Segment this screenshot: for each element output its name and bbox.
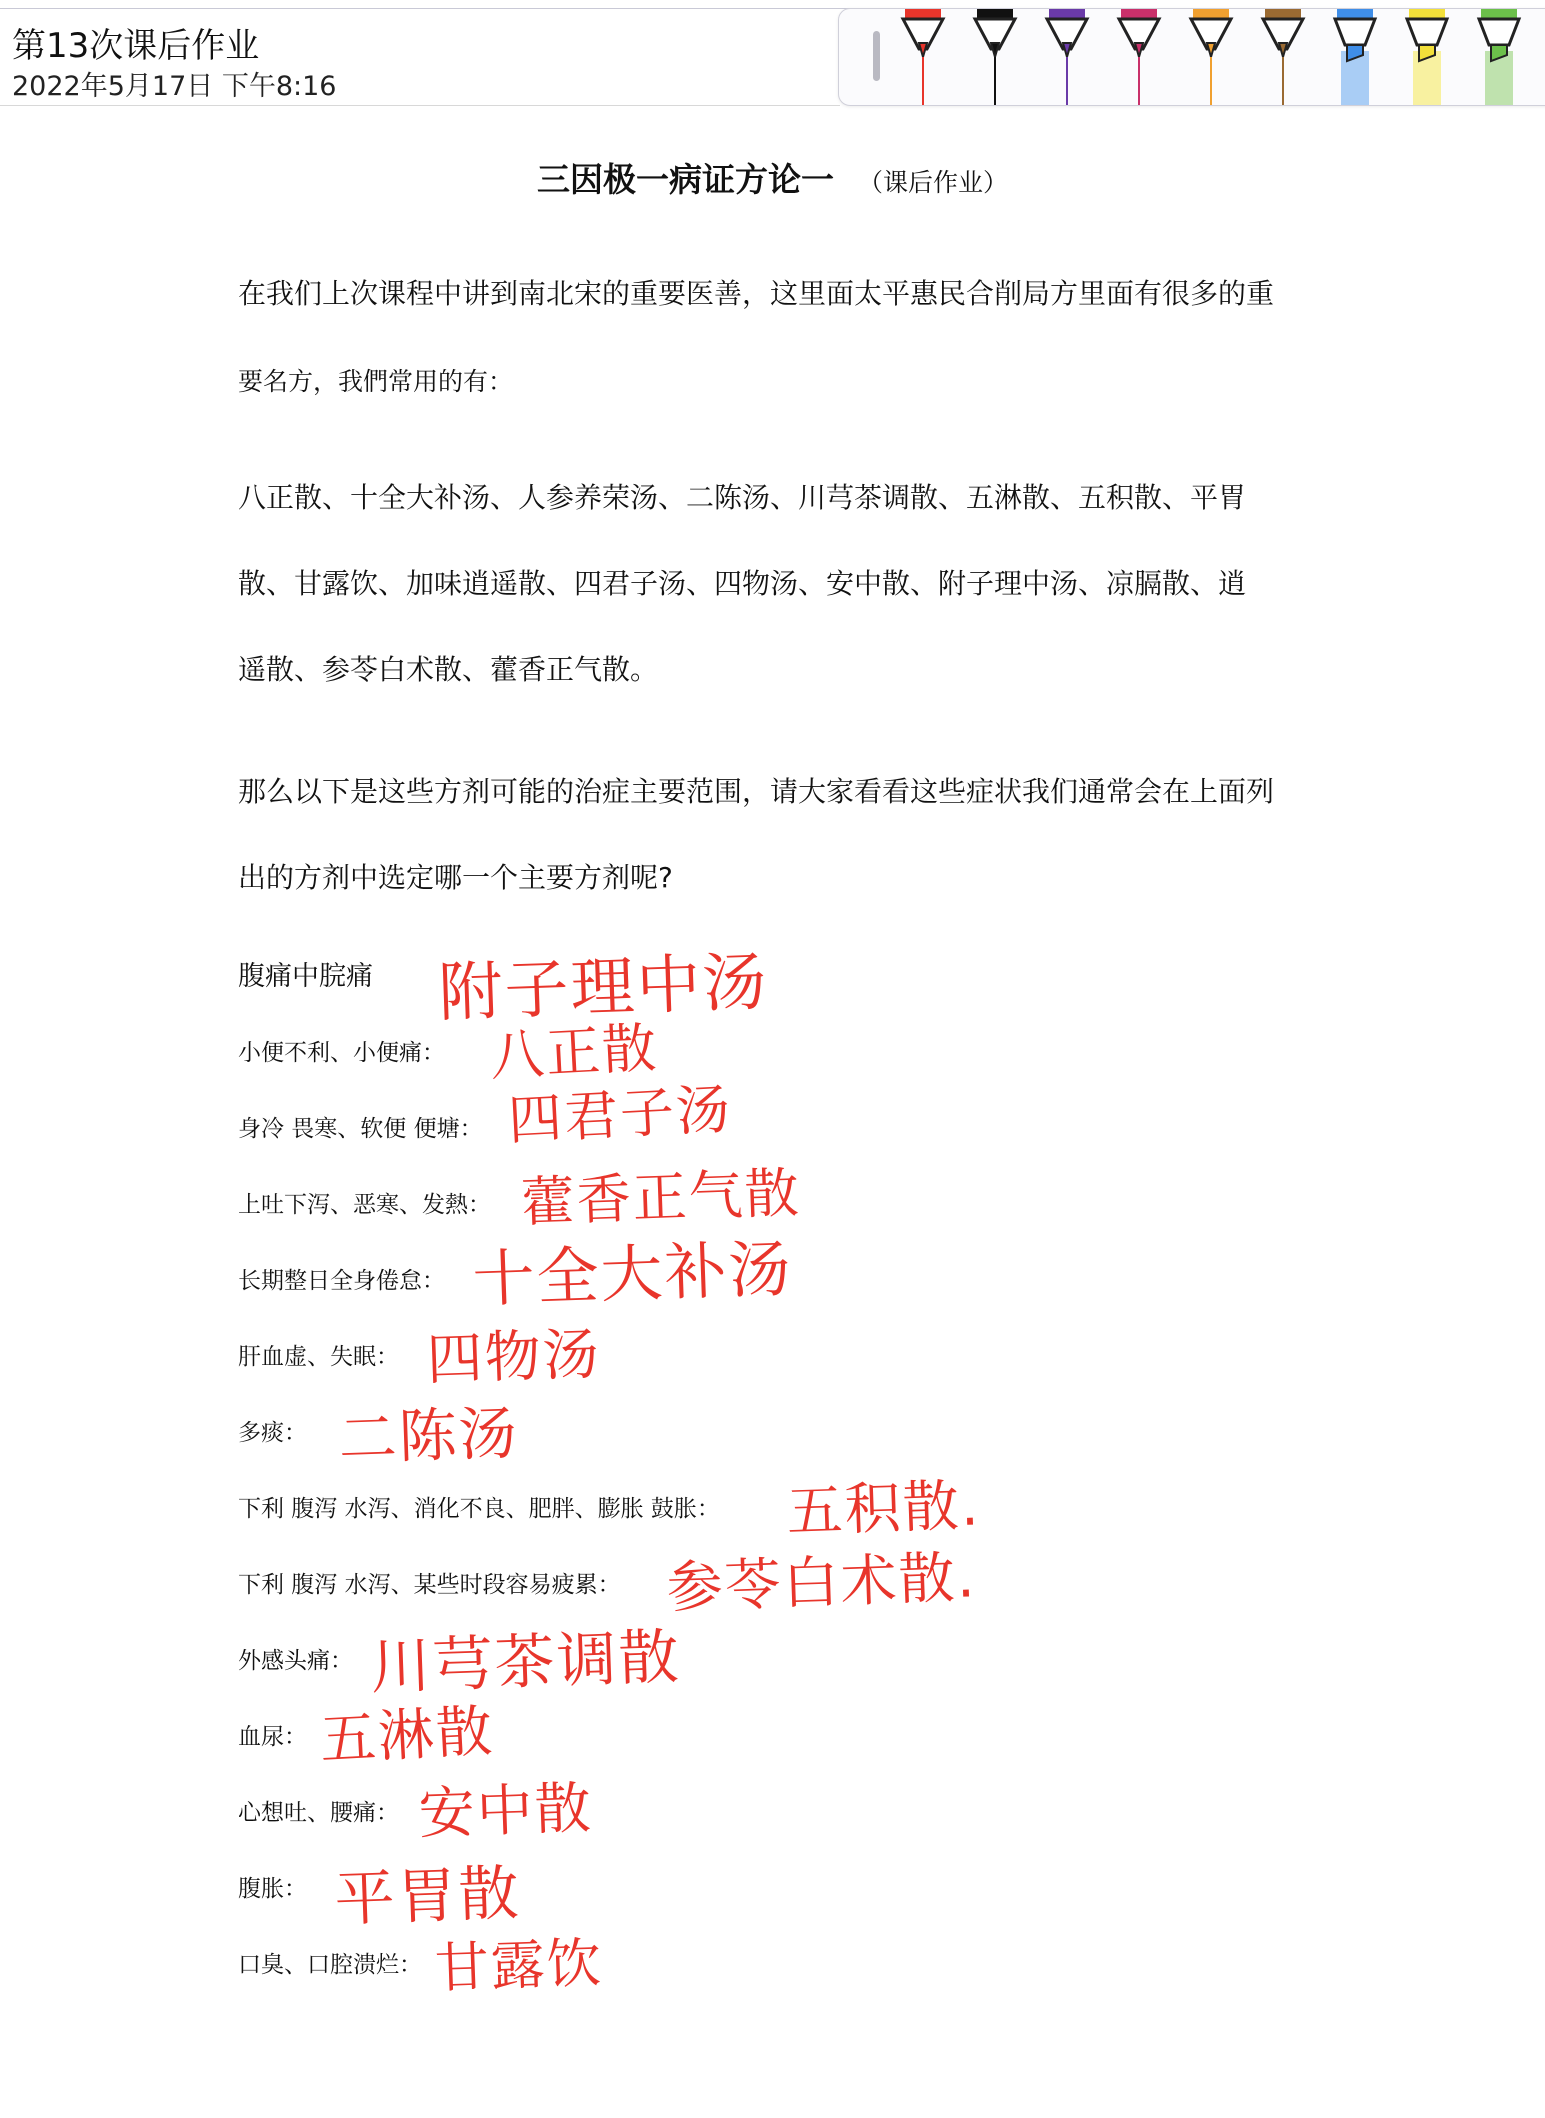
handwritten-answer[interactable]: 二陈汤: [337, 1398, 520, 1474]
formula-list-line-1: 八正散、十全大补汤、人参养荣汤、二陈汤、川芎茶调散、五淋散、五积散、平胃: [238, 481, 1247, 514]
header-bottom-divider: [0, 105, 840, 106]
black-marker-tool[interactable]: [967, 9, 1023, 105]
handwritten-answer[interactable]: 甘露饮: [433, 1931, 604, 2001]
symptom-label: 长期整日全身倦怠：: [238, 1268, 445, 1294]
blue-highlighter-icon: [1327, 9, 1383, 105]
blue-highlighter-tool[interactable]: [1327, 9, 1383, 105]
handwritten-answer[interactable]: 安中散: [417, 1775, 594, 1848]
handwritten-answer[interactable]: 五淋散: [318, 1698, 496, 1774]
symptom-label: 外感头痛：: [238, 1648, 353, 1674]
formula-list-line-2: 散、甘露饮、加味逍遥散、四君子汤、四物汤、安中散、附子理中汤、凉膈散、逍: [238, 567, 1247, 600]
handwritten-answer[interactable]: 藿香正气散: [519, 1161, 802, 1235]
red-marker-tool[interactable]: [895, 9, 951, 105]
note-title[interactable]: 第13次课后作业: [12, 26, 260, 66]
document-subtitle: （课后作业）: [858, 168, 1009, 197]
handwritten-answer[interactable]: 五积散.: [785, 1473, 982, 1546]
orange-marker-icon: [1183, 9, 1239, 105]
symptom-label: 肝血虚、失眠：: [238, 1344, 399, 1370]
note-header: [0, 0, 1545, 106]
handwritten-answer[interactable]: 参苓白术散.: [665, 1545, 978, 1622]
symptom-label: 下利 腹泻 水泻、某些时段容易疲累：: [238, 1572, 621, 1598]
formula-list-line-3: 遥散、参苓白术散、藿香正气散。: [238, 653, 659, 686]
symptom-label: 血尿：: [238, 1724, 307, 1750]
yellow-highlighter-tool[interactable]: [1399, 9, 1455, 105]
intro-line-1: 在我们上次课程中讲到南北宋的重要医善，这里面太平惠民合削局方里面有很多的重: [238, 277, 1275, 310]
handwritten-answer[interactable]: 附子理中汤: [437, 945, 770, 1032]
handwritten-answer[interactable]: 平胃散: [333, 1858, 522, 1936]
intro-line-2: 要名方，我們常用的有：: [238, 367, 514, 396]
yellow-highlighter-icon: [1399, 9, 1455, 105]
orange-marker-tool[interactable]: [1183, 9, 1239, 105]
brown-marker-tool[interactable]: [1255, 9, 1311, 105]
symptom-label: 下利 腹泻 水泻、消化不良、肥胖、膨胀 鼓胀：: [238, 1496, 720, 1522]
handwritten-answer[interactable]: 十全大补汤: [471, 1231, 794, 1317]
black-marker-icon: [967, 9, 1023, 105]
handwritten-answer[interactable]: 四君子汤: [506, 1077, 734, 1153]
purple-marker-icon: [1039, 9, 1095, 105]
symptom-label: 心想吐、腰痛：: [238, 1800, 399, 1826]
toolbar-grip-handle[interactable]: [873, 31, 880, 81]
green-highlighter-icon: [1471, 9, 1527, 105]
handwritten-answer[interactable]: 川芎茶调散: [369, 1622, 682, 1704]
pen-toolbar: [838, 8, 1545, 106]
question-line-2: 出的方剂中选定哪一个主要方剂呢?: [238, 861, 673, 894]
symptom-label: 腹胀：: [238, 1876, 307, 1902]
red-marker-icon: [895, 9, 951, 105]
brown-marker-icon: [1255, 9, 1311, 105]
symptom-label: 腹痛中脘痛: [238, 961, 373, 992]
magenta-marker-icon: [1111, 9, 1167, 105]
question-line-1: 那么以下是这些方剂可能的治症主要范围，请大家看看这些症状我们通常会在上面列: [238, 775, 1275, 808]
document-title: [537, 154, 1008, 201]
green-highlighter-tool[interactable]: [1471, 9, 1527, 105]
symptom-label: 身冷 畏寒、软便 便塘：: [238, 1116, 483, 1142]
symptom-label: 口臭、口腔溃烂：: [238, 1952, 422, 1978]
purple-marker-tool[interactable]: [1039, 9, 1095, 105]
handwritten-answer[interactable]: 八正散: [488, 1016, 660, 1089]
note-date: 2022年5月17日 下午8:16: [12, 71, 337, 102]
document-title-text: 三因极一病证方论一: [537, 160, 834, 199]
symptom-label: 上吐下泻、恶寒、发熱：: [238, 1192, 491, 1218]
symptom-label: 小便不利、小便痛：: [238, 1040, 445, 1066]
handwritten-answer[interactable]: 四物汤: [425, 1321, 602, 1394]
magenta-marker-tool[interactable]: [1111, 9, 1167, 105]
symptom-label: 多痰：: [238, 1420, 307, 1446]
